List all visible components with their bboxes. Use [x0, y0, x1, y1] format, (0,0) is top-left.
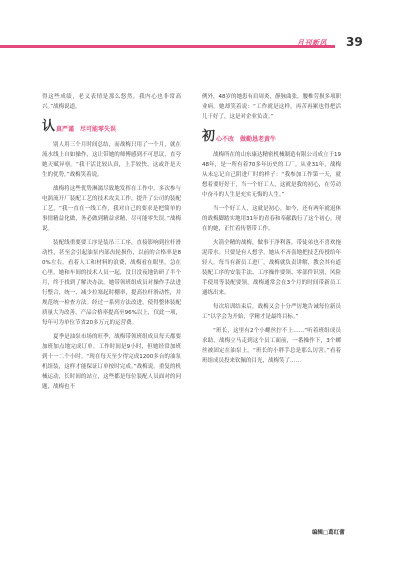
paragraph: 当一个好工人，这就是初心。如今，还有两年就退休的战梅脚踏实地用31年的青春和奉献践行了这个初心。现在的她，正忙着传帮带工作。	[202, 206, 342, 232]
paragraph: 夏季是油泵市场的旺季，战梅带领班组成员每天都要加班加点地完成订单。工作时间是9小时，但她经常加班到十一二个小时。“现在每天至少得完成1200多台的油泵机组装，这样才能保证订单按时完成。”战梅说。重复的机械运动，长时间的站立，这些都是每位装配人员面对的问题，战梅也不	[42, 334, 181, 390]
section-heading-initial: 初	[202, 129, 216, 144]
section-heading-text: 真严谨 尽可能零失误	[56, 126, 117, 133]
paragraph: 战梅将这些优势淋漓尽致地发挥在工作中，多次参与电涡流开厂装配工艺的技术攻关工作，提升了公司的装配工艺。“我一直在一线工作，我对自己的要求是把简单的事情精益化做，务必做到精益求精，尽可能零失误。”战梅说。	[42, 186, 181, 232]
paragraph: “班长，这里有2个小螺丝拧不上……”听着班组成员求助，战梅立马走到这个员工面前，一番操作下，3个螺丝被固定在油泵上。“班长的小胖手总是那么厉害。”看着班组成员投来钦佩的目光，战梅笑了……	[202, 328, 341, 364]
paragraph: 别人用三个月时间总结，而战梅只用了一个月，就在流水线上自如操作，这让带她的师傅感到不可思议，直夸她天赋异禀。“我干活比较认真，上手较快，这或许是天生的优势。”战梅笑着说。	[42, 142, 181, 178]
section-heading	[42, 120, 181, 134]
page-number: 39	[346, 35, 363, 49]
paragraph: 战梅所在的山东康达精密机械制造有限公司成立于1948年，是一所有着70多年历史的工厂。从业31年，战梅从未忘记自己阴进厂时的样子：“我参加工作第一天，就想着要好好干，当一个好工人，这就是我的初心，在劳动中奋斗的人生是充实无悔的人生。”	[202, 152, 342, 198]
paragraph: 得这些成绩，老义表情是那么悠然，我内心也非常高兴。”战梅说道。	[42, 94, 181, 110]
paragraph: 例外，48岁的她患有肩周炎，静脉曲张，腰椎劳损多项职业病。她却笑着说：“工作就是这样，再苦再累也得把活儿干好了，这是对企业负责。”	[202, 94, 342, 120]
header-rule	[0, 45, 335, 48]
paragraph: 装配线重要要工序是装吊三工序，直接影响到拉杆滑动性，甚至会引起油泵内部齿轮损伤，以前的合格率是80%左右。看着人工和材料的浪费，战梅看在眼里，急在心里。她和车间的技术人员一起，没日没夜地钻研了半个月，终于找到了解决办法。她带领班组成员对操作手法进行整合，统一、减少拉塞起时棚率，提高拉杆滑动性，并规范统一检查方法。经过一系列方法改进，使得整体装配质量大为改善，产品合格率提高至96%以上，仅此一项，每年可为单位节省20多万元的运营费。	[42, 240, 181, 326]
editor-credit: 编辑□葛红蕾	[312, 530, 345, 536]
column-title: 月刊新风	[297, 39, 327, 47]
section-heading-initial: 认	[42, 119, 56, 134]
section-heading	[202, 130, 341, 144]
left-column	[42, 92, 181, 396]
paragraph: 火箭全精的战梅，做事干净利落，带徒弟也不喜欢拖泥带水。只要是有人想学，她从不吝啬地把技艺传授给年轻人。每当有新员工进厂，战梅就负责讲解，教会其有道装配工序的安装手法、工序操作要领、零部件识别，风险手使用等装配要领，战梅通常会在3个月的时间带新员工通练出来。	[202, 240, 341, 296]
right-column	[202, 92, 341, 370]
paragraph: 每次培训结束后，战梅又会十分严厉地告诫每位新员工“以学会为开始，学精才是最终目标。”	[202, 304, 341, 320]
section-heading-text: 心不改 做勤恳老黄牛	[216, 136, 277, 143]
